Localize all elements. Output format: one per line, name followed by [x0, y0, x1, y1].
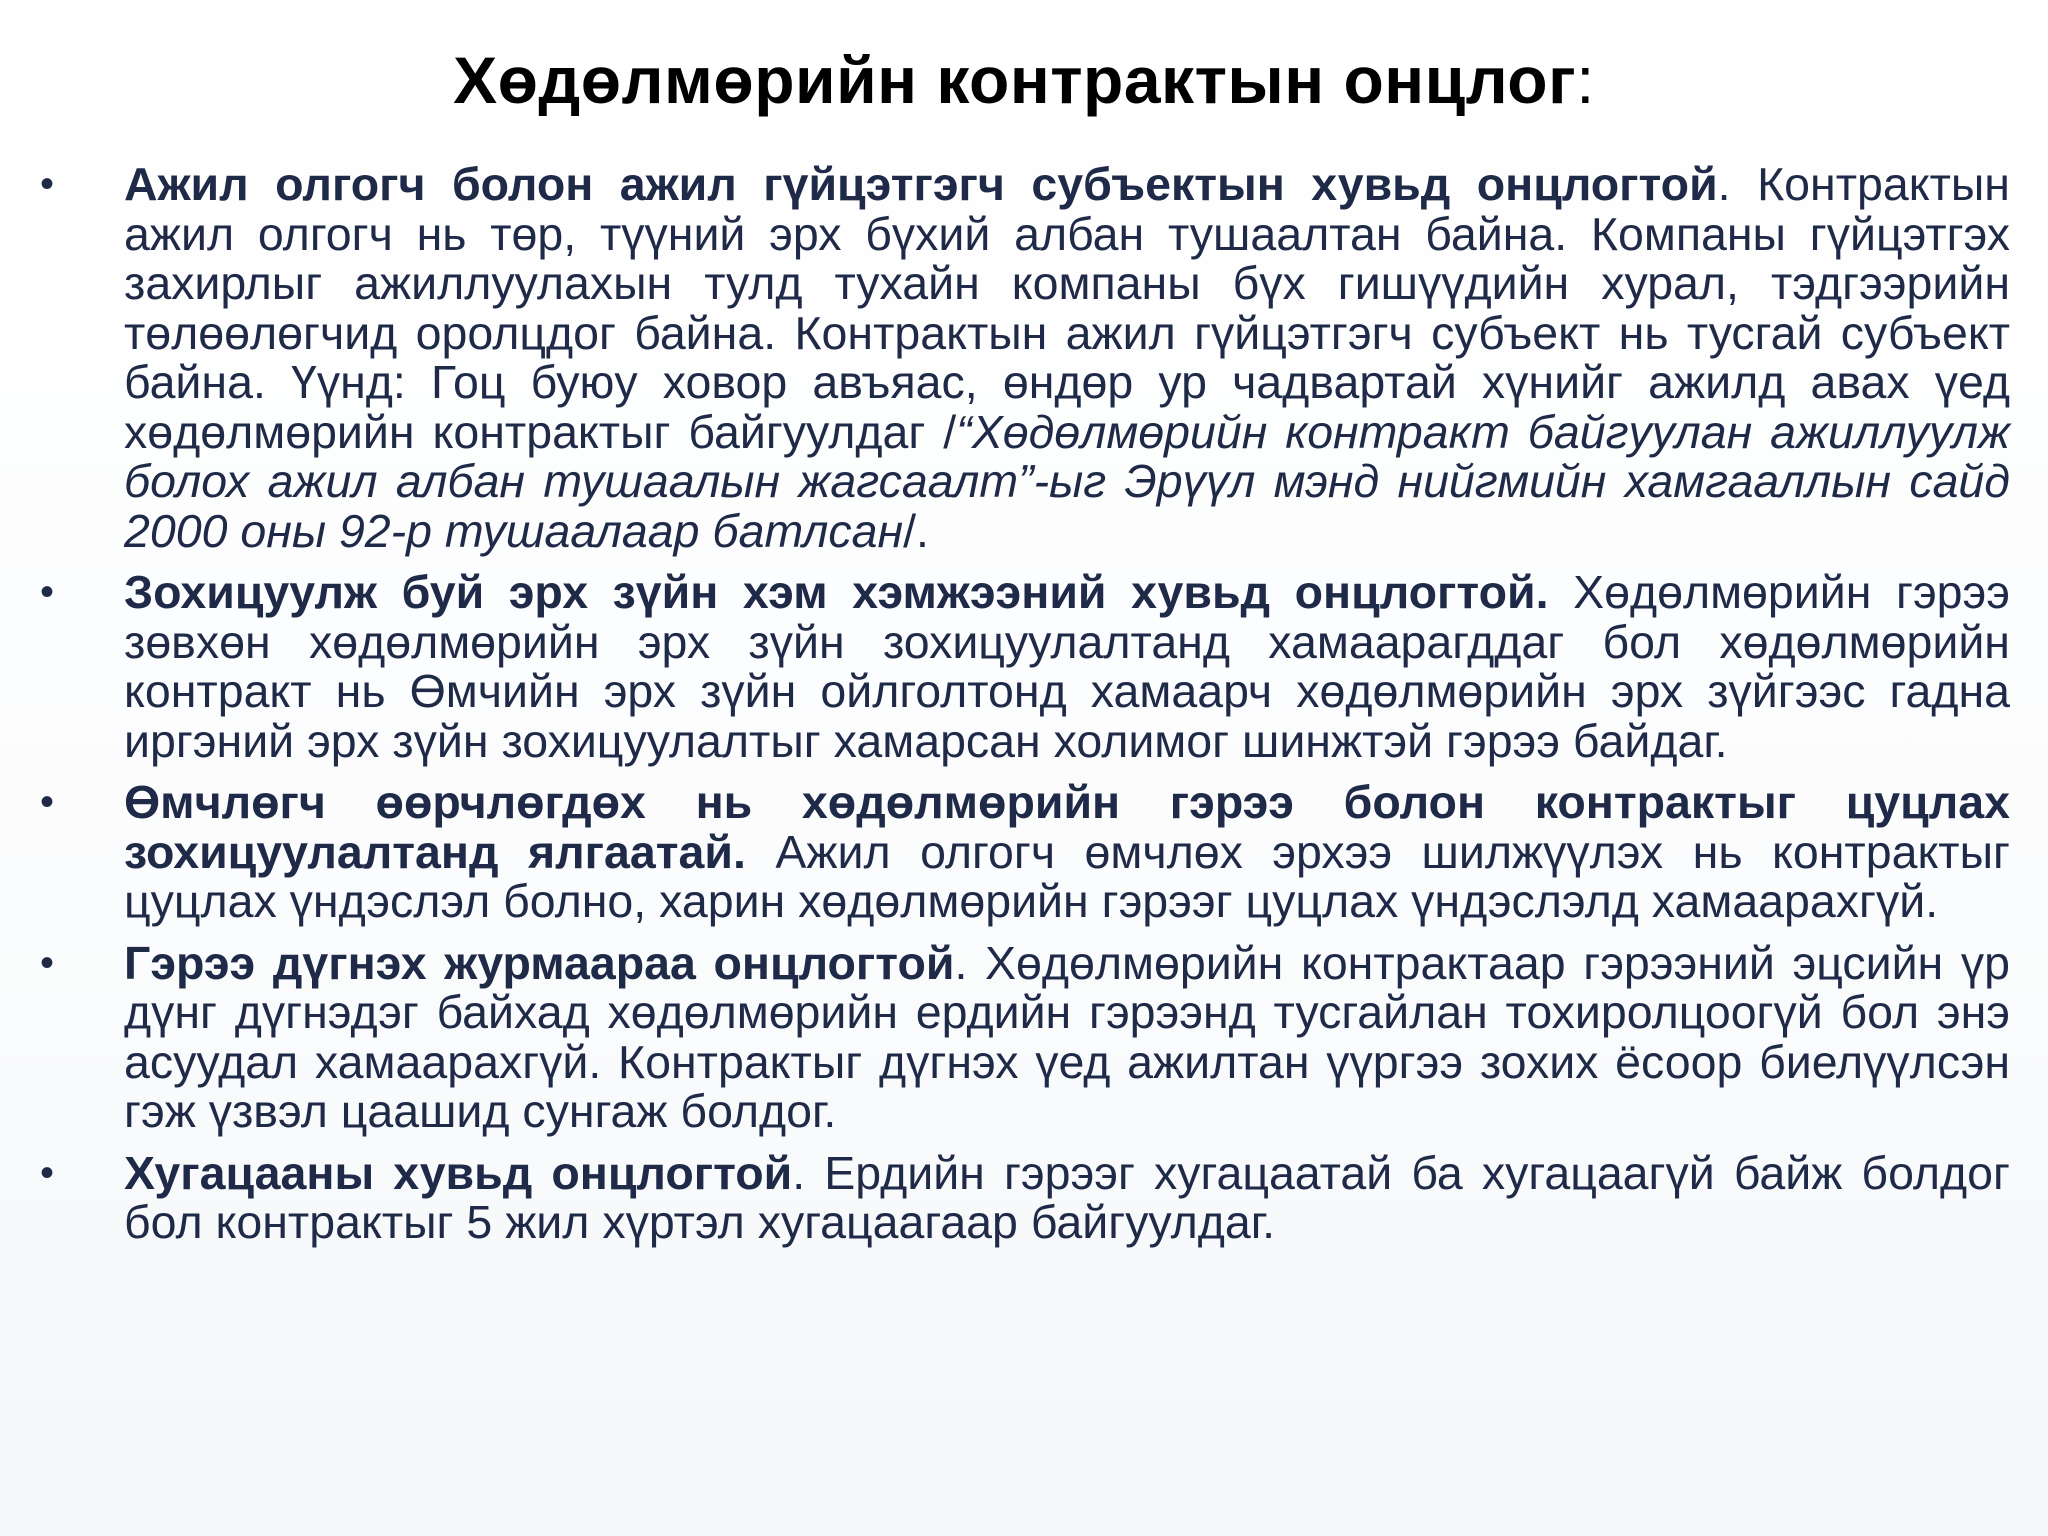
bullet-item-owner-change: [40, 778, 2010, 927]
bullet-icon: •: [40, 1150, 55, 1195]
bullet-item-evaluation: [40, 936, 2010, 1137]
page-title-text: Хөдөлмөрийн контрактын онцлог: [453, 43, 1577, 117]
bullet-icon: •: [40, 162, 55, 206]
bullet-lead: Өмчлөгч өөрчлөгдөх нь хөдөлмөрийн гэрээ болон контрактыг цуцлах зохицуулалтанд ялгаатай.: [124, 776, 2010, 878]
bullet-icon: •: [40, 570, 55, 614]
bullet-list: [40, 160, 2010, 1260]
bullet-text: . Ердийн гэрээг хугацаатай ба хугацаагүй байж болдог бол контрактыг 5 жил хүртэл хугацаагаар байгуулдаг.: [124, 1146, 2010, 1248]
bullet-item-duration: [40, 1146, 2010, 1248]
bullet-icon: •: [40, 940, 55, 985]
bullet-lead-punct: .: [1717, 158, 1731, 210]
bullet-text: Ажил олгогч өмчлөх эрхээ шилжүүлэх нь контрактыг цуцлах үндэслэл болно, харин хөдөлмөрийн гэрээг цуцлах үндэслэлд хамаарахгүй.: [124, 825, 2010, 927]
bullet-text: Хөдөлмөрийн гэрээ зөвхөн хөдөлмөрийн эрх зүйн зохицуулалтанд хамаарагддаг бол хөдөлмөрийн контракт нь Өмчийн эрх зүйн ойлголтонд хамаарч хөдөлмөрийн эрх зүйгээс гадна иргэний эрх зүйн зохицуулалтыг хамарсан холимог шинжтэй гэрээ байдаг.: [124, 566, 2010, 767]
bullet-lead: Ажил олгогч болон ажил гүйцэтгэгч субъектын хувьд онцлогтой: [124, 158, 1718, 210]
page-title-colon: :: [1576, 43, 1595, 117]
bullet-lead: Хугацааны хувьд онцлогтой: [124, 1146, 793, 1199]
bullet-lead: Гэрээ дүгнэх журмаараа онцлогтой: [124, 936, 955, 989]
bullet-item-employer-employee: [40, 160, 2010, 556]
bullet-icon: •: [40, 780, 55, 824]
bullet-text: . Хөдөлмөрийн контрактаар гэрээний эцсийн үр дүнг дүгнэдэг байхад хөдөлмөрийн ердийн гэрээнд тусгайлан тохиролцоогүй бол энэ асуудал хамаарахгүй. Контрактыг дүгнэх үед ажилтан үүргээ зохих ёсоор биелүүлсэн гэж үзвэл цаашид сунгаж болдог.: [124, 936, 2010, 1137]
bullet-text: Контрактын ажил олгогч нь төр, түүний эрх бүхий албан тушаалтан байна. Компаны гүйцэтгэх захирлыг ажиллуулахын тулд тухайн компаны бүх гишүүдийн хурал, тэдгээрийн төлөөлөгчид оролцдог байна. Контрактын ажил гүйцэтгэгч субъект нь тусгай субъект байна. Үүнд: Гоц буюу ховор авъяас, өндөр ур чадвартай хүнийг ажилд авах үед хөдөлмөрийн контрактыг байгуулдаг /: [124, 158, 2010, 458]
bullet-italic-text: “Хөдөлмөрийн контракт байгуулан ажиллуулж болох ажил албан тушаалын жагсаалт”-ыг Эрүүл мэнд нийгмийн хамгааллын сайд 2000 оны 92-р тушаалаар батлсан: [124, 405, 2010, 557]
bullet-tail: /.: [903, 504, 929, 557]
page-title: [0, 42, 2048, 118]
bullet-item-legal-norms: [40, 568, 2010, 766]
bullet-lead: Зохицуулж буй эрх зүйн хэм хэмжээний хувьд онцлогтой.: [124, 566, 1549, 618]
